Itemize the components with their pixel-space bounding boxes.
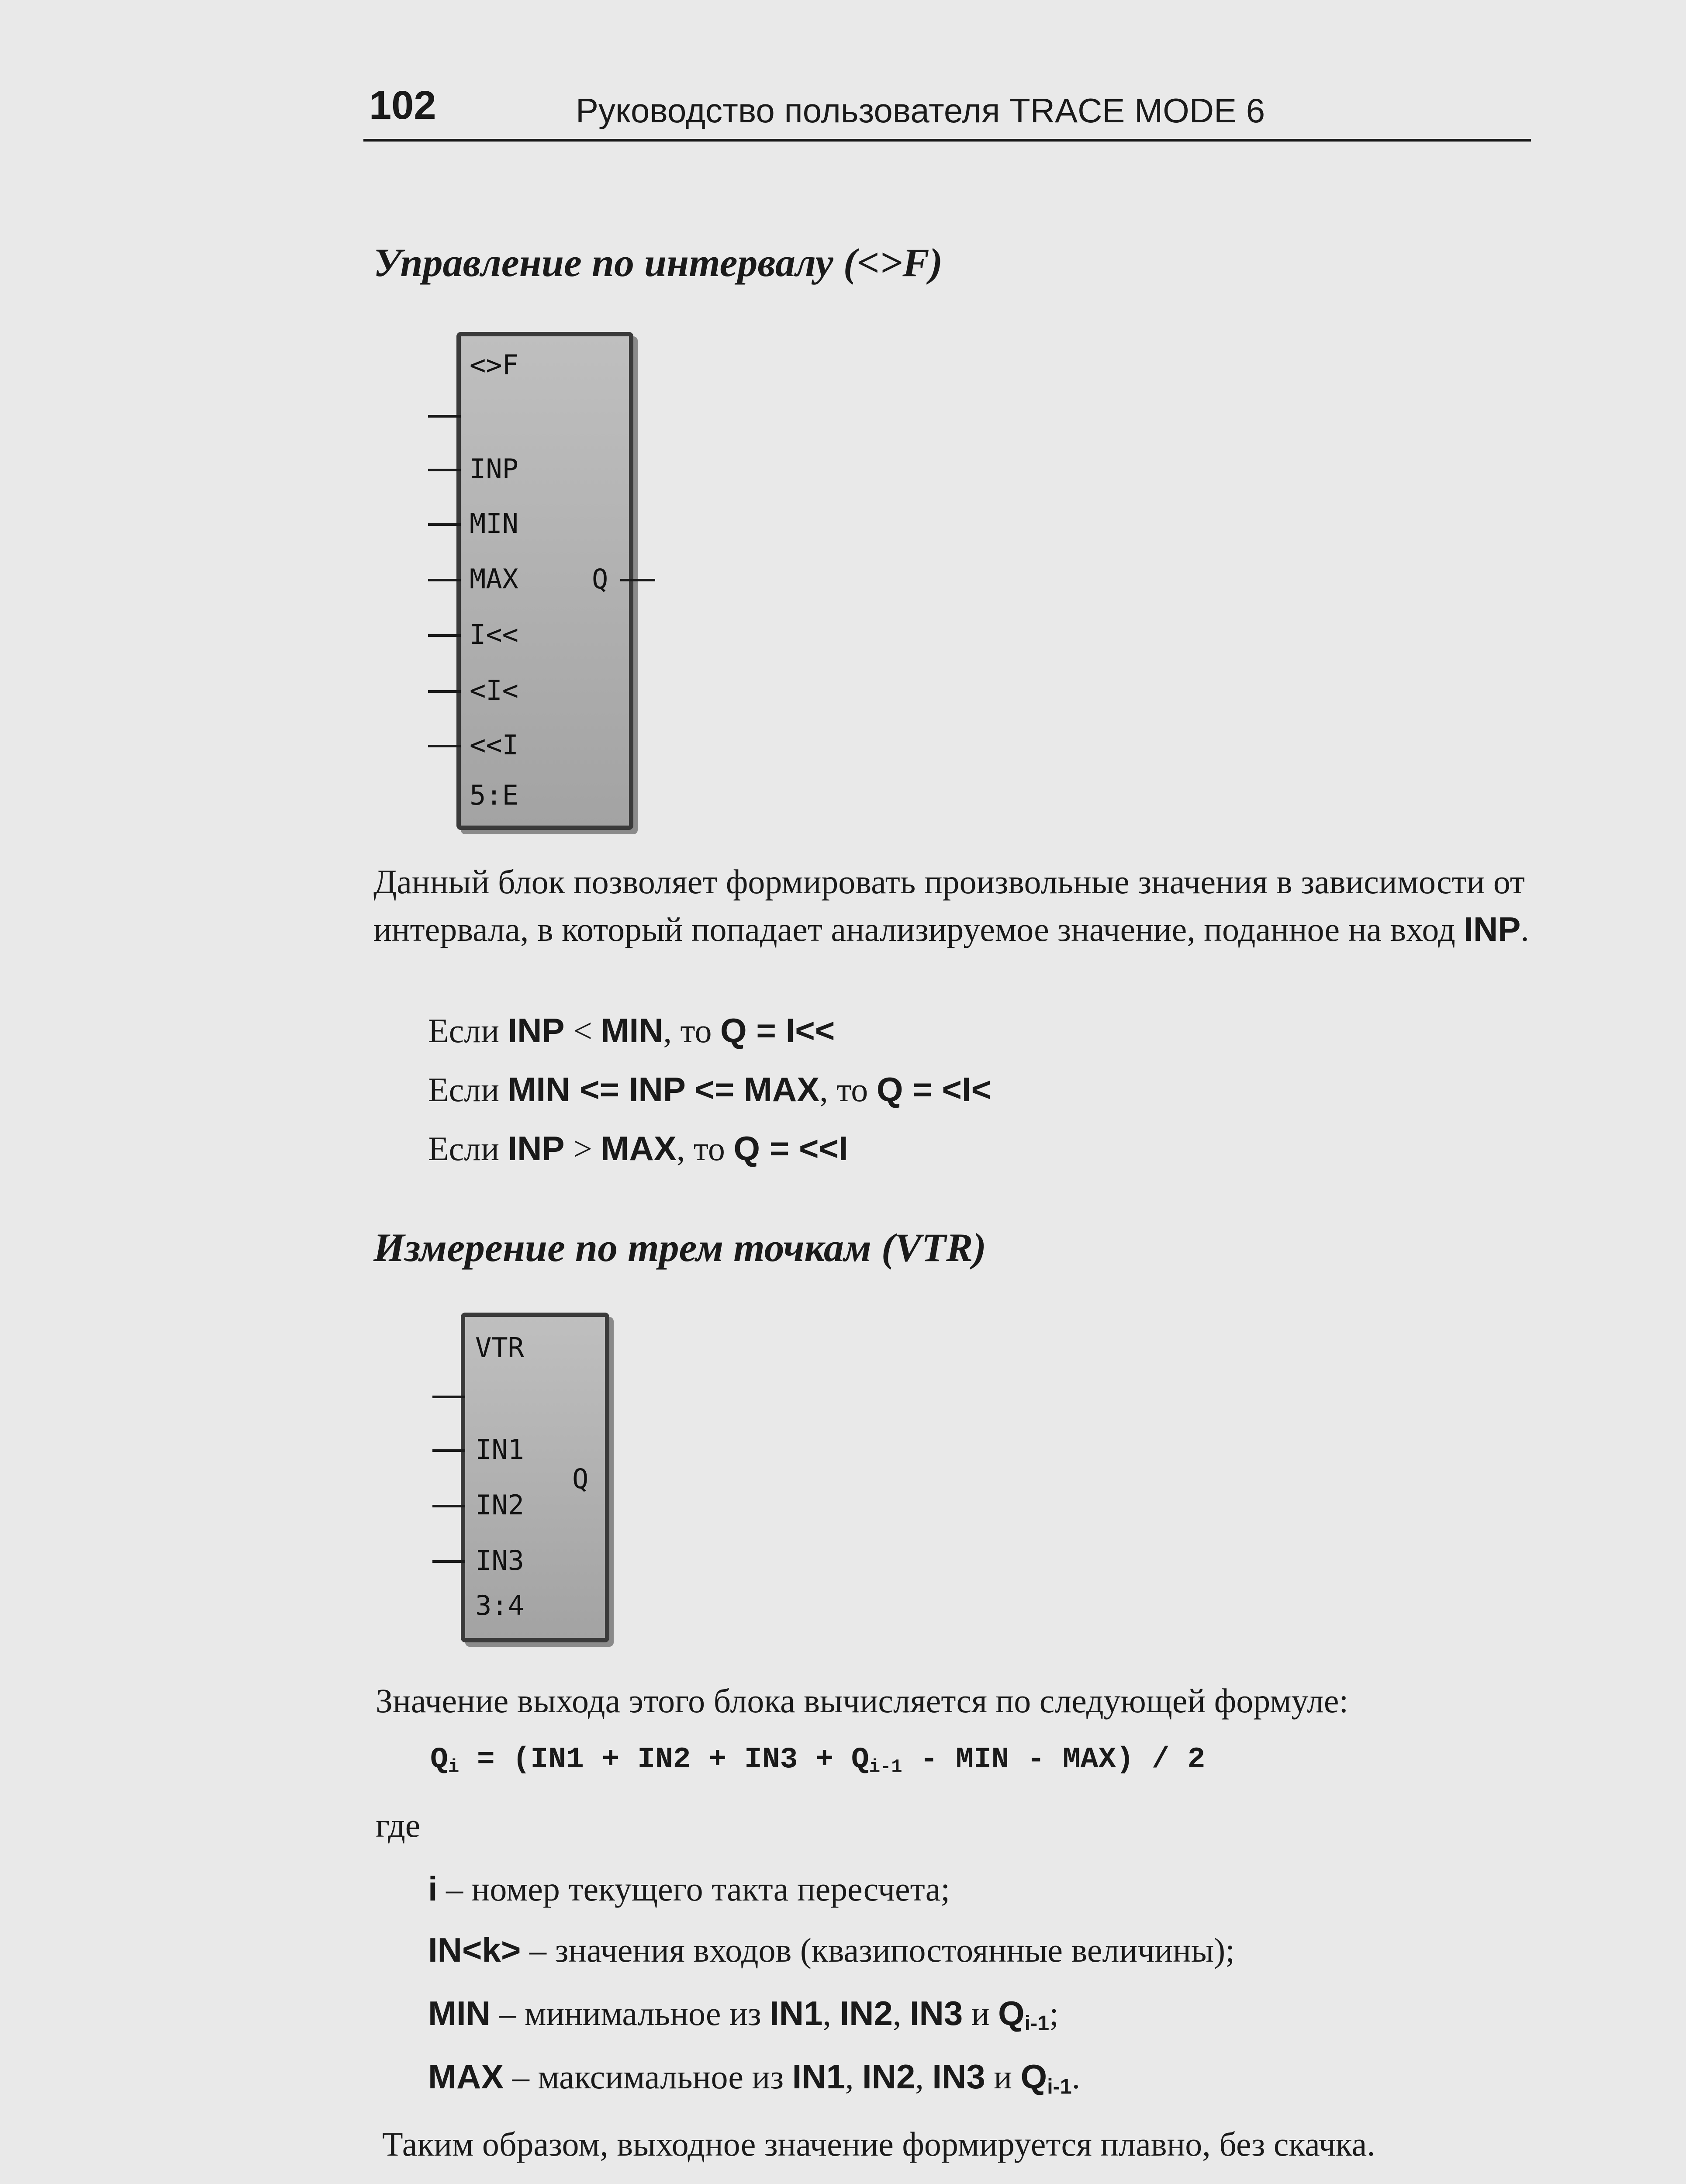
input-label-in3: IN3 — [475, 1545, 524, 1576]
definition-ink: IN<k> – значения входов (квазипостоянные величины); — [428, 1931, 1235, 1969]
input-pin — [428, 523, 461, 526]
block-name-label: <>F — [470, 349, 518, 381]
input-pin — [432, 1505, 465, 1507]
description-text: Данный блок позволяет формировать произвольные значения в зависимости от интервала, в который попадает анализируемое значение, поданное на вход — [373, 863, 1525, 948]
block-description — [373, 858, 1531, 953]
conclusion: Таким образом, выходное значение формируется плавно, без скачка. — [382, 2125, 1375, 2163]
input-label-l-i-l: <I< — [470, 674, 518, 706]
input-pin — [428, 690, 461, 693]
output-label-q: Q — [572, 1463, 589, 1495]
input-pin — [428, 745, 461, 747]
input-label-ll-i: <<I — [470, 729, 518, 761]
input-pin-unnamed — [432, 1396, 465, 1398]
output-pin — [620, 579, 655, 581]
input-pin — [428, 469, 461, 471]
header-rule — [363, 139, 1531, 142]
rule-line: Если INP > MAX, то Q = <<I — [428, 1129, 848, 1168]
input-pin-unnamed — [428, 415, 461, 418]
input-label-min: MIN — [470, 508, 518, 539]
input-label-max: MAX — [470, 563, 518, 595]
input-label-in1: IN1 — [475, 1434, 524, 1465]
output-label-q: Q — [592, 563, 608, 595]
page-number: 102 — [369, 83, 436, 128]
description-end: . — [1520, 910, 1529, 948]
input-label-i-ll: I<< — [470, 619, 518, 650]
formula-intro: Значение выхода этого блока вычисляется по следующей формуле: — [376, 1682, 1349, 1720]
section-title-vtr: Измерение по трем точкам (VTR) — [373, 1225, 987, 1270]
input-pin — [432, 1560, 465, 1563]
block-name-label: VTR — [475, 1332, 524, 1364]
input-label-inp: INP — [470, 453, 518, 485]
running-header: Руководство пользователя TRACE MODE 6 — [576, 91, 1265, 130]
block-footer-label: 5:E — [470, 779, 518, 811]
definition-i: i – номер текущего такта пересчета; — [428, 1870, 950, 1908]
block-footer-label: 3:4 — [475, 1590, 524, 1621]
description-term: INP — [1464, 910, 1521, 948]
input-label-in2: IN2 — [475, 1489, 524, 1521]
input-pin — [428, 634, 461, 637]
input-pin — [432, 1449, 465, 1452]
section-title-interval-control: Управление по интервалу (<>F) — [373, 240, 943, 285]
input-pin — [428, 579, 461, 581]
definition-max: MAX – максимальное из IN1, IN2, IN3 и $Q_{i-1}$. — [428, 2057, 1081, 2099]
rule-line: Если INP < MIN, то Q = I<< — [428, 1011, 835, 1050]
where-label: где — [376, 1806, 421, 1844]
rule-line: Если MIN <= INP <= MAX, то Q = <I< — [428, 1070, 992, 1109]
formula: $Q_i = (IN1 + IN2 + IN3 + Q_{i-1}$ - MIN - MAX) / 2 — [430, 1743, 1206, 1778]
definition-min: MIN – минимальное из IN1, IN2, IN3 и $Q_{i-1}$; — [428, 1994, 1059, 2035]
